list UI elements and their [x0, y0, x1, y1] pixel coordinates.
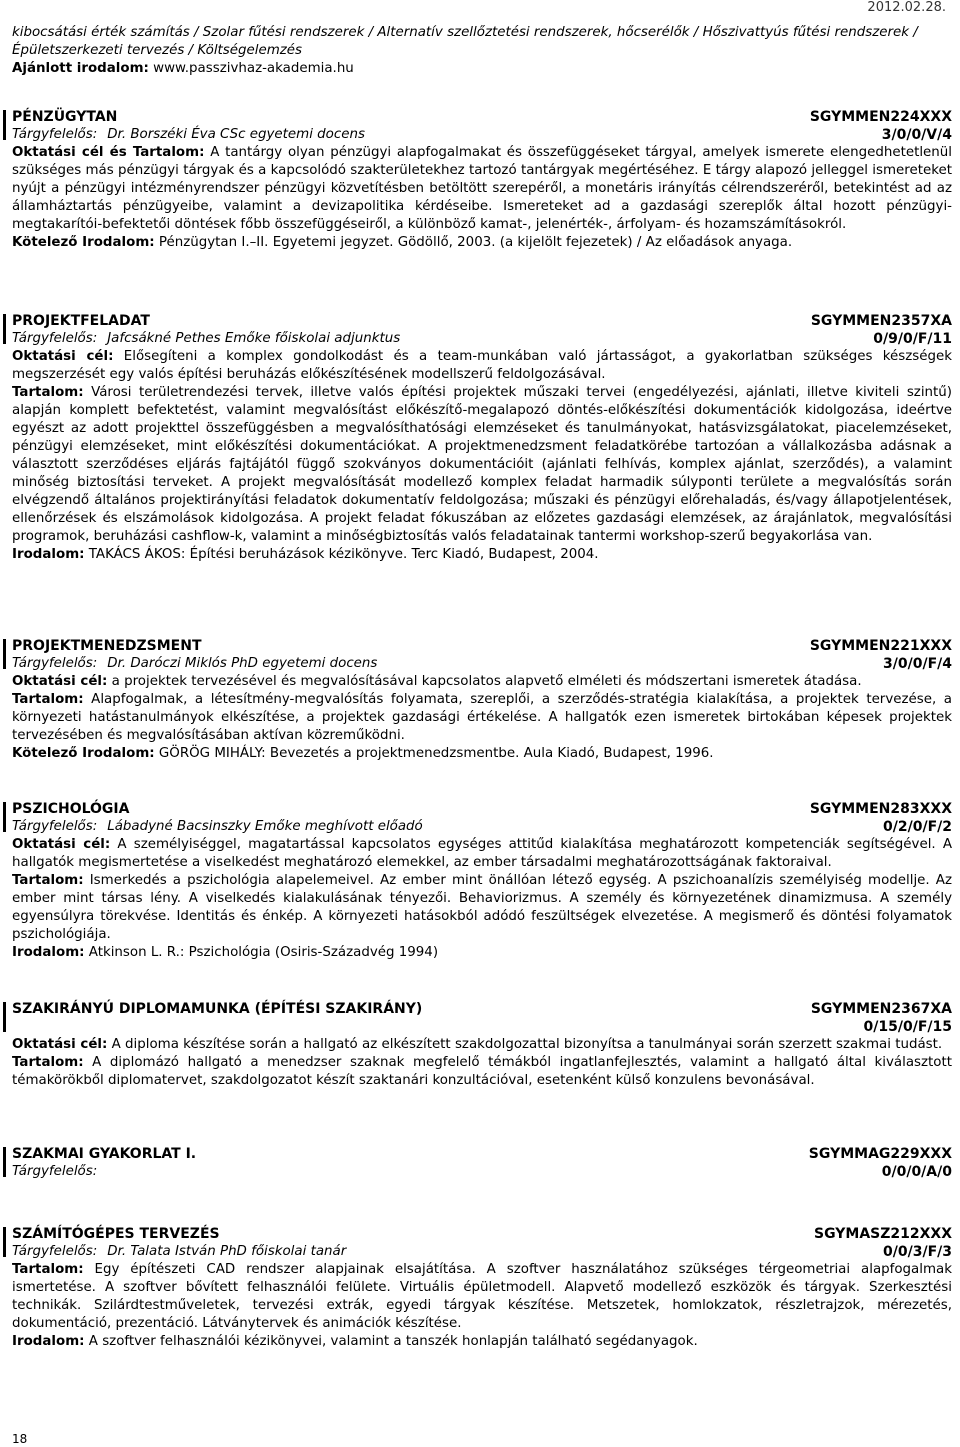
course-title: PÉNZÜGYTAN	[12, 109, 118, 125]
course-paragraph	[12, 1333, 952, 1351]
responsible-name: Lábadyné Bacsinszky Emőke meghívott előadó	[107, 819, 423, 834]
paragraph-label: Oktatási cél:	[12, 674, 108, 689]
course-credits: 3/0/0/F/4	[883, 656, 952, 672]
responsible-name: Dr. Daróczi Miklós PhD egyetemi docens	[107, 656, 378, 671]
paragraph-text: Egy építészeti CAD rendszer alapjainak elsajátítása. A szoftver használatához szükséges térgeometriai alapfogalmak ismertetése. A szoftver bővített felhasználói felülete. Virtuális épületmodell. Alapvető modellező eszközök és tárgyak. Szerkesztési technikák. Szilárdtestműveletek, tervezési extrák, egyedi tárgyak készítése. Metszetek, homlokzatok, részletrajzok, mérezetés, dokumentáció, prezentáció. Látványtervek és animációk készítése.	[12, 1262, 952, 1331]
paragraph-text: Városi területrendezési tervek, illetve valós építési projektek műszaki tervei (engedélyezési, ajánlati, illetve kiviteli szintű) alapján komplett befektetést, valamint megvalósítást előkészítő-megalapozó döntés-előkészítési dokumentációk kidolgozása, ideértve egyészt az adott projekttel összefüggésben a megvalósíthatósági elemzéseket és tanulmányokat, hatásvizsgálatokat, piacelemzéseket, pénzügyi elemzéseket, mint előkészítési dokumentációkat. A projektmenedzsment feladatkörébe tartozóan a vállalkozásba adásnak a választott szerződéses eljárás fajtájától függő szokványos dokumentációit (ajánlati felhívás, komplex ajánlat, szerződés), a valamint minőség biztosítási terveket. A projekt megvalósítását modellező komplex feladat harmadik súlyponti területe a megvalósítás során elvégzendő általános projektirányítási feladatok dokumentatív feldolgozása; műszaki és pénzügyi előrehaladás, és/vagy állapotjelentések, ellenőrzések és elszámolások kidolgozása. A projekt feladat fókuszában az előzetes gazdasági elemzések, az árajánlatok, megvalósítási programok, beruházási cashflow-k, valamint a minőségbiztosítás valós feladatainak tantermi workshop-szerű begyakorlása van.	[12, 385, 952, 544]
course-paragraph	[12, 384, 952, 546]
course-code: SGYMMEN2367XA	[810, 1001, 952, 1017]
page-number: 18	[12, 1432, 28, 1446]
recommended-literature	[12, 60, 952, 78]
course-credits: 0/0/3/F/3	[883, 1244, 952, 1260]
course-szamitogepes-tervezes	[12, 1225, 952, 1351]
course-paragraph	[12, 546, 952, 564]
paragraph-label: Tartalom:	[12, 385, 84, 400]
course-title: PSZICHOLÓGIA	[12, 801, 130, 817]
course-projektfeladat	[12, 312, 952, 564]
paragraph-text: Ismerkedés a pszichológia alapelemeivel. Az ember mint önállóan létező egység. A pszichoanalízis személyiség modellje. Az ember mint társas lény. A viselkedés kialakulásának tényezői. Behaviorizmus. A személy és környezetének dinamizmusa. A személy egyensúlyra törekvése. Identitás és énkép. A környezeti hatásokból adódó feszültségek elvezetése. A megismerő és döntési folyamatok pszichológiája.	[12, 873, 952, 942]
paragraph-label: Oktatási cél:	[12, 1037, 108, 1052]
course-projektmenedzsment	[12, 637, 952, 763]
course-paragraph	[12, 348, 952, 384]
course-header	[12, 1225, 952, 1243]
recommended-literature-label: Ajánlott irodalom:	[12, 61, 149, 76]
course-pszichologia	[12, 800, 952, 962]
responsible-name: Dr. Borszéki Éva CSc egyetemi docens	[107, 127, 365, 142]
course-responsible-row	[12, 126, 952, 144]
course-title: SZAKIRÁNYÚ DIPLOMAMUNKA (ÉPÍTÉSI SZAKIRÁNY)	[12, 1001, 423, 1017]
paragraph-text: A diploma készítése során a hallgató az elkészített szakdolgozattal bizonyítsa a tanulmányai során szerzett szakmai tudást.	[111, 1037, 943, 1052]
paragraph-label: Oktatási cél és Tartalom:	[12, 145, 205, 160]
course-credits: 0/9/0/F/11	[873, 331, 952, 347]
paragraph-label: Irodalom:	[12, 1334, 85, 1349]
paragraph-text: TAKÁCS ÁKOS: Építési beruházások kézikönyve. Terc Kiadó, Budapest, 2004.	[88, 547, 599, 562]
course-credits: 3/0/0/V/4	[881, 127, 952, 143]
course-responsible-row	[12, 818, 952, 836]
responsible-label: Tárgyfelelős:	[12, 1164, 98, 1179]
course-penzugytan	[12, 108, 952, 252]
course-paragraph	[12, 1054, 952, 1090]
course-paragraph	[12, 673, 952, 691]
responsible-label: Tárgyfelelős:	[12, 1244, 98, 1259]
course-diplomamunka	[12, 1000, 952, 1090]
course-paragraph	[12, 872, 952, 944]
course-credits: 0/0/0/A/0	[881, 1164, 952, 1180]
course-paragraph	[12, 745, 952, 763]
responsible-label: Tárgyfelelős:	[12, 331, 98, 346]
paragraph-text: A diplomázó hallgató a menedzser szaknak megfelelő témákból ingatlanfejlesztés, valamint a hallgató által kiválasztott témakörökből diplomatervet, szakdolgozatot készít szaktanári konzultációval, esetenként külső konzulens bevonásával.	[12, 1055, 952, 1088]
course-paragraph	[12, 691, 952, 745]
course-header	[12, 1145, 952, 1163]
course-responsible	[12, 1018, 22, 1036]
course-paragraph	[12, 144, 952, 234]
course-credits: 0/2/0/F/2	[883, 819, 952, 835]
course-paragraph	[12, 944, 952, 962]
paragraph-label: Tartalom:	[12, 1262, 84, 1277]
header-date: 2012.02.28.	[867, 0, 946, 15]
course-code: SGYMMAG229XXX	[808, 1146, 952, 1162]
paragraph-text: A személyiséggel, magatartással kapcsolatos egységes attitűd kialakítása meghatározott kompetenciák segítségével. A hallgatók megismertetése a viselkedést meghatározó elemekkel, az ember társadalmi meghatározottságának faktoraival.	[12, 837, 952, 870]
course-header	[12, 312, 952, 330]
course-title: SZAKMAI GYAKORLAT I.	[12, 1146, 197, 1162]
paragraph-label: Irodalom:	[12, 547, 85, 562]
paragraph-text: Alapfogalmak, a létesítmény-megvalósítás folyamata, szereplői, a szerződés-stratégia kialakítása, a projektek tervezése, a környezeti hatástanulmányok elkészítése, a projektek gazdasági értékelése. A hallgatók ezen ismeretek birtokában képesek projektek tervezésében és megvalósításában aktívan közreműködni.	[12, 692, 952, 743]
course-responsible-row	[12, 330, 952, 348]
responsible-name: Dr. Talata István PhD főiskolai tanár	[107, 1244, 347, 1259]
course-title: PROJEKTFELADAT	[12, 313, 150, 329]
paragraph-label: Tartalom:	[12, 1055, 84, 1070]
course-code: SGYMMEN2357XA	[810, 313, 952, 329]
paragraph-label: Oktatási cél:	[12, 837, 111, 852]
paragraph-label: Oktatási cél:	[12, 349, 114, 364]
course-responsible	[12, 655, 377, 673]
paragraph-label: Tartalom:	[12, 873, 84, 888]
course-responsible-row	[12, 655, 952, 673]
course-paragraph	[12, 1036, 952, 1054]
course-header	[12, 1000, 952, 1018]
course-credits: 0/15/0/F/15	[863, 1019, 952, 1035]
responsible-name: Jafcsákné Pethes Emőke főiskolai adjunktus	[107, 331, 401, 346]
course-code: SGYMMEN224XXX	[809, 109, 952, 125]
course-title: PROJEKTMENEDZSMENT	[12, 638, 202, 654]
intro-block	[12, 24, 952, 78]
course-code: SGYMASZ212XXX	[813, 1226, 952, 1242]
paragraph-label: Tartalom:	[12, 692, 84, 707]
course-code: SGYMMEN221XXX	[809, 638, 952, 654]
course-paragraph	[12, 836, 952, 872]
course-responsible	[12, 818, 423, 836]
course-szakmai-gyakorlat	[12, 1145, 952, 1181]
course-paragraph	[12, 234, 952, 252]
paragraph-text: a projektek tervezésével és megvalósításával kapcsolatos alapvető elméleti és módszertani ismeretek átadása.	[111, 674, 862, 689]
course-header	[12, 108, 952, 126]
paragraph-label: Kötelező Irodalom:	[12, 235, 155, 250]
paragraph-label: Kötelező Irodalom:	[12, 746, 155, 761]
paragraph-text: Elősegíteni a komplex gondolkodást és a team-munkában való jártasságot, a gyakorlatban szükséges készségek megszerzését egy valós építési beruházás előkészítésének modellszerű feldolgozásával.	[12, 349, 952, 382]
intro-topics: kibocsátási érték számítás / Szolar fűtési rendszerek / Alternatív szellőztetési rendszerek, hőcserélők / Hőszivattyús fűtési rendszerek / Épületszerkezeti tervezés / Költségelemzés	[12, 25, 918, 58]
responsible-label: Tárgyfelelős:	[12, 656, 98, 671]
course-responsible-row	[12, 1163, 952, 1181]
course-title: SZÁMÍTÓGÉPES TERVEZÉS	[12, 1226, 220, 1242]
course-responsible	[12, 1243, 346, 1261]
responsible-label: Tárgyfelelős:	[12, 819, 98, 834]
course-responsible	[12, 1163, 107, 1181]
course-responsible-row	[12, 1018, 952, 1036]
course-responsible	[12, 126, 365, 144]
recommended-literature-link[interactable]: www.passzivhaz-akademia.hu	[153, 61, 354, 76]
course-header	[12, 800, 952, 818]
paragraph-label: Irodalom:	[12, 945, 85, 960]
paragraph-text: A szoftver felhasználói kézikönyvei, valamint a tanszék honlapján található segédanyagok.	[88, 1334, 698, 1349]
paragraph-text: Pénzügytan I.–II. Egyetemi jegyzet. Gödöllő, 2003. (a kijelölt fejezetek) / Az előadások anyaga.	[158, 235, 793, 250]
paragraph-text: Atkinson L. R.: Pszichológia (Osiris-Századvég 1994)	[88, 945, 439, 960]
course-header	[12, 637, 952, 655]
course-code: SGYMMEN283XXX	[809, 801, 952, 817]
course-responsible	[12, 330, 400, 348]
course-responsible-row	[12, 1243, 952, 1261]
responsible-label: Tárgyfelelős:	[12, 127, 98, 142]
course-paragraph	[12, 1261, 952, 1333]
paragraph-text: A tantárgy olyan pénzügyi alapfogalmakat és összefüggéseket tárgyal, amelyek ismerete elengedhetetlenül szükséges más pénzügyi tárgyak és a kapcsolódó szakterületekhez tartozó tantárgyak megértéséhez. E tárgy alapozó jelleggel ismereteket nyújt a pénzügyi intézményrendszer pénzügyi közvetítésben betöltött szerepéről, a monetáris irányítás célrendszeréről, betekintést ad az államháztartás pénzügyeibe, valamint a devizapolitika kérdéseibe. Ismereteket ad a gazdasági szereplők által hozott pénzügyi-megtakarítói-befektetői döntések főbb összefüggéseiről, a különböző kamat-, jelenérték-, árfolyam- és hozamszámításokról.	[12, 145, 952, 232]
paragraph-text: GÖRÖG MIHÁLY: Bevezetés a projektmenedzsmentbe. Aula Kiadó, Budapest, 1996.	[158, 746, 714, 761]
